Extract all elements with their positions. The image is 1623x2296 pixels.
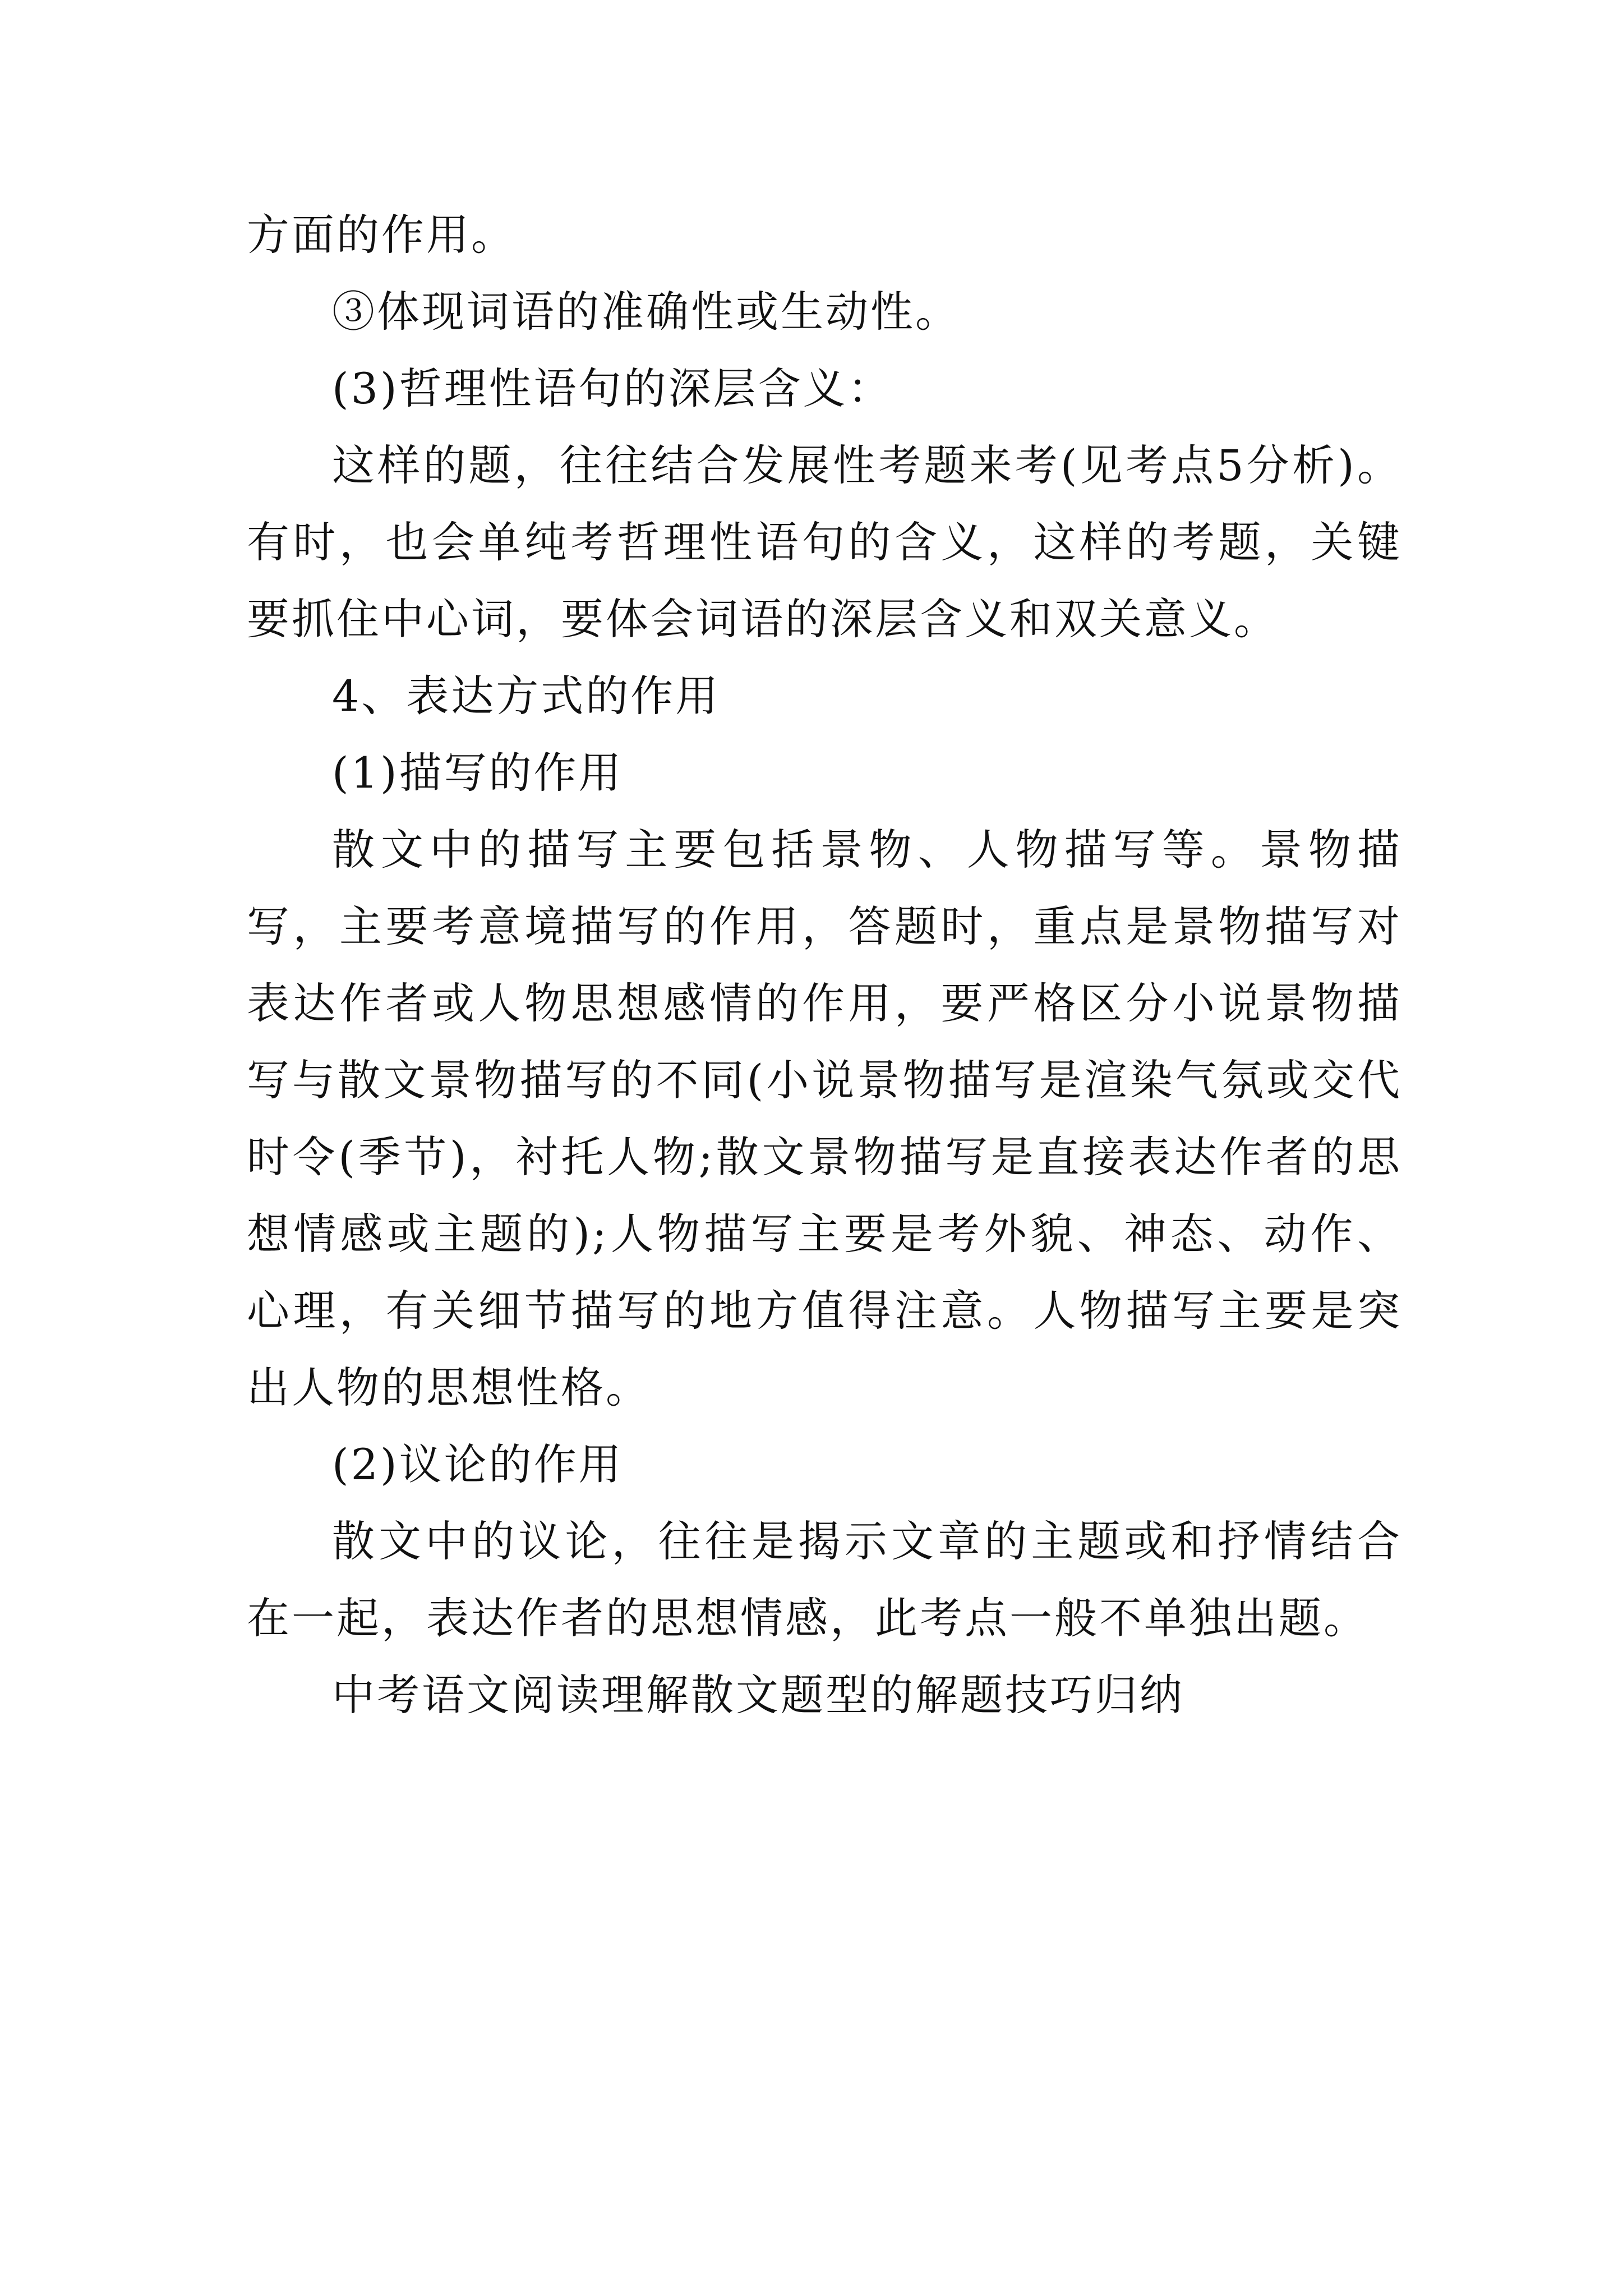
paragraph-2: ③体现词语的准确性或生动性。 bbox=[332, 287, 960, 337]
subheading-argument: (2)议论的作用 bbox=[332, 1439, 624, 1489]
section-heading-expression: 4、表达方式的作用 bbox=[332, 671, 721, 721]
paragraph-1: 方面的作用。 bbox=[247, 210, 516, 260]
paragraph-3: (3)哲理性语句的深层含义： bbox=[332, 364, 893, 413]
body-text bbox=[247, 196, 1402, 1733]
subheading-description: (1)描写的作用 bbox=[332, 748, 624, 798]
closing-title: 中考语文阅读理解散文题型的解题技巧归纳 bbox=[332, 1670, 1184, 1720]
paragraph-argument: 散文中的议论，往往是揭示文章的主题或和抒情结合在一起，表达作者的思想情感，此考点一般不单独出题。 bbox=[247, 1516, 1402, 1643]
paragraph-description: 散文中的描写主要包括景物、人物描写等。景物描写，主要考意境描写的作用，答题时，重点是景物描写对表达作者或人物思想感情的作用，要严格区分小说景物描写与散文景物描写的不同(小说景物描写是渲染气氛或交代时令(季节)，衬托人物;散文景物描写是直接表达作者的思想情感或主题的);人物描写主要是考外貌、神态、动作、心理，有关细节描写的地方值得注意。人物描写主要是突出人物的思想性格。 bbox=[247, 825, 1402, 1412]
paragraph-4: 这样的题，往往结合发展性考题来考(见考点5分析)。有时，也会单纯考哲理性语句的含义，这样的考题，关键要抓住中心词，要体会词语的深层含义和双关意义。 bbox=[247, 440, 1402, 644]
